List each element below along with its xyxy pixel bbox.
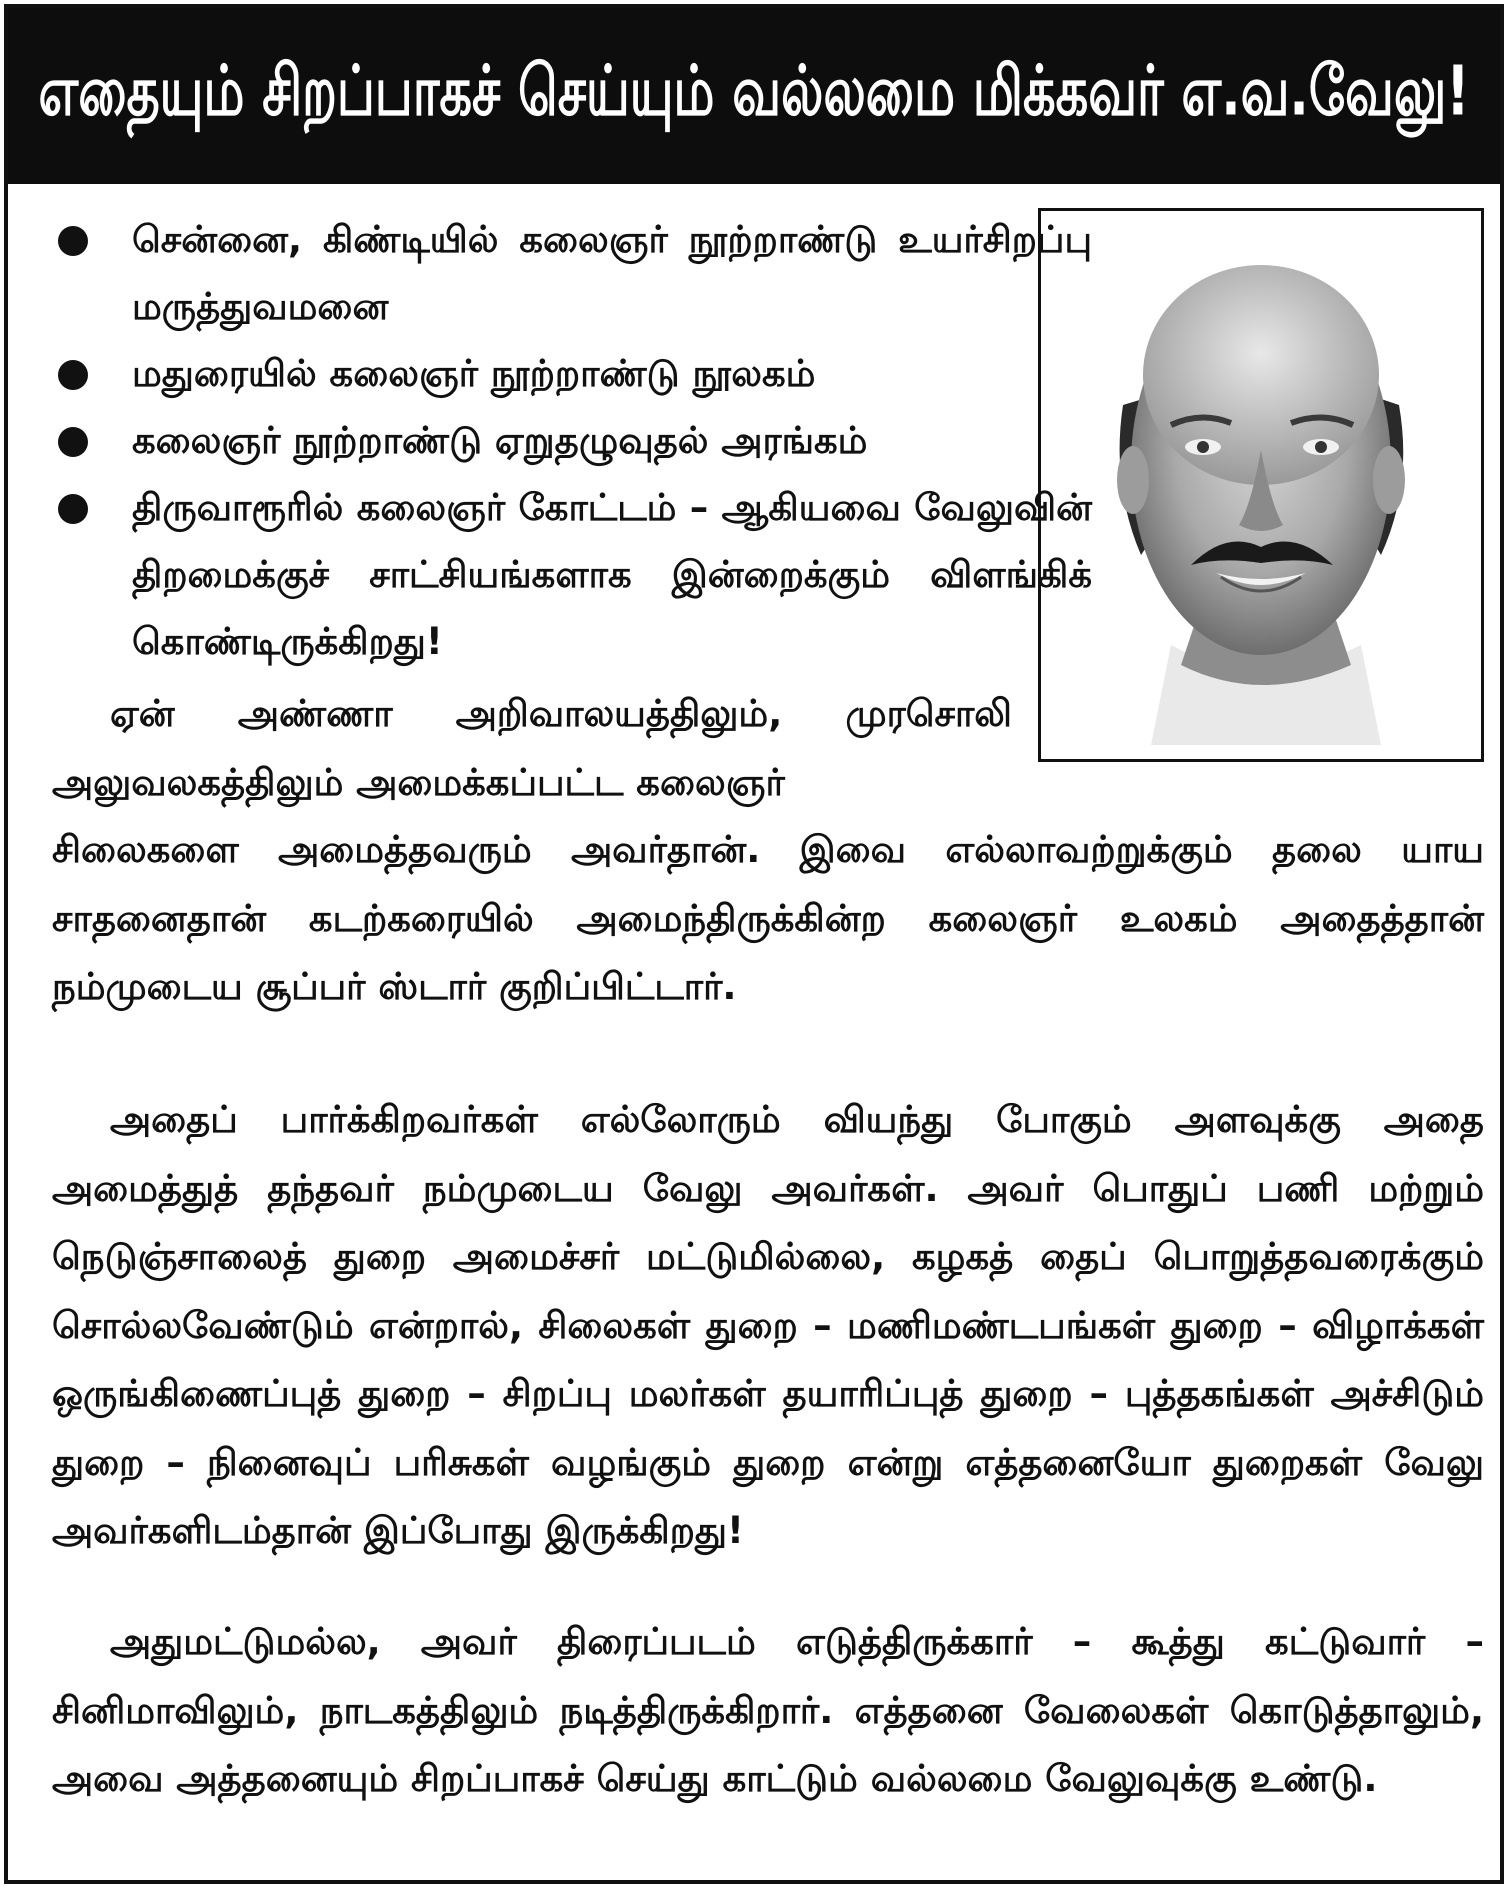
paragraph-statues [52,816,1484,1022]
list-item-text: கலைஞர் நூற்றாண்டு ஏறுதழுவுதல் அரங்கம் [132,419,868,462]
headline-title: எதையும் சிறப்பாகச் செய்யும் வல்லமை மிக்கவர் எ.வ.வேலு! [38,52,1470,132]
bullet-icon [58,360,88,390]
article-frame [4,4,1504,1884]
paragraph-departments-text: அதைப் பார்க்கிறவர்கள் எல்லோரும் வியந்து போகும் அளவுக்கு அதை அமைத்துத் தந்தவர் நம்முடைய வேலு அவர்கள். அவர் பொதுப் பணி மற்றும் நெடுஞ்சாலைத் துறை அமைச்சர் மட்டுமில்லை, கழகத் தைப் பொறுத்தவரைக்கும் சொல்லவேண்டும் என்றால், சிலைகள் துறை – மணிமண்டபங்கள் துறை – விழாக்கள் ஒருங்கிணைப்புத் துறை – சிறப்பு மலர்கள் தயாரிப்புத் துறை – புத்தகங்கள் அச்சிடும் துறை – நினைவுப் பரிசுகள் வழங்கும் துறை என்று எத்தனையோ துறைகள் வேலு அவர்களிடம்தான் இப்போது இருக்கிறது! [52,1098,1484,1552]
paragraph-talents [52,1608,1484,1814]
list-item-text: மதுரையில் கலைஞர் நூற்றாண்டு நூலகம் [132,352,816,395]
portrait-photo [1038,208,1484,762]
bullet-icon [58,427,88,457]
list-item [48,206,1092,340]
bullet-icon [58,226,88,256]
paragraph-intro-text: ஏன் அண்ணா அறிவாலயத்திலும், முரசொலி அலுவலகத்திலும் அமைக்கப்பட்ட கலைஞர் [52,692,1012,804]
list-item-text: திருவாரூரில் கலைஞர் கோட்டம் – ஆகியவை வேலுவின் திறமைக்குச் சாட்சியங்களாக இன்றைக்கும் விளங்கிக் கொண்டிருக்கிறது! [132,486,1092,663]
headline-banner [8,8,1500,184]
paragraph-talents-text: அதுமட்டுமல்ல, அவர் திரைப்படம் எடுத்திருக்கார் – கூத்து கட்டுவார் – சினிமாவிலும், நாடகத்திலும் நடித்திருக்கிறார். எத்தனை வேலைகள் கொடுத்தாலும், அவை அத்தனையும் சிறப்பாகச் செய்து காட்டும் வல்லமை வேலுவுக்கு உண்டு. [52,1620,1484,1800]
paragraph-statues-text: சிலைகளை அமைத்தவரும் அவர்தான். இவை எல்லாவற்றுக்கும் தலை யாய சாதனைதான் கடற்கரையில் அமைந்திருக்கின்ற கலைஞர் உலகம் அதைத்தான் நம்முடைய சூப்பர் ஸ்டார் குறிப்பிட்டார். [52,828,1484,1008]
paragraph-intro [52,680,1012,817]
paragraph-departments [52,1086,1484,1566]
portrait-image [1051,225,1471,745]
list-item-text: சென்னை, கிண்டியில் கலைஞர் நூற்றாண்டு உயர்சிறப்பு மருத்துவமனை [132,218,1092,328]
list-item [48,407,1092,474]
list-item [48,340,1092,407]
achievement-list [48,206,1092,675]
bullet-icon [58,494,88,524]
list-item [48,474,1092,675]
